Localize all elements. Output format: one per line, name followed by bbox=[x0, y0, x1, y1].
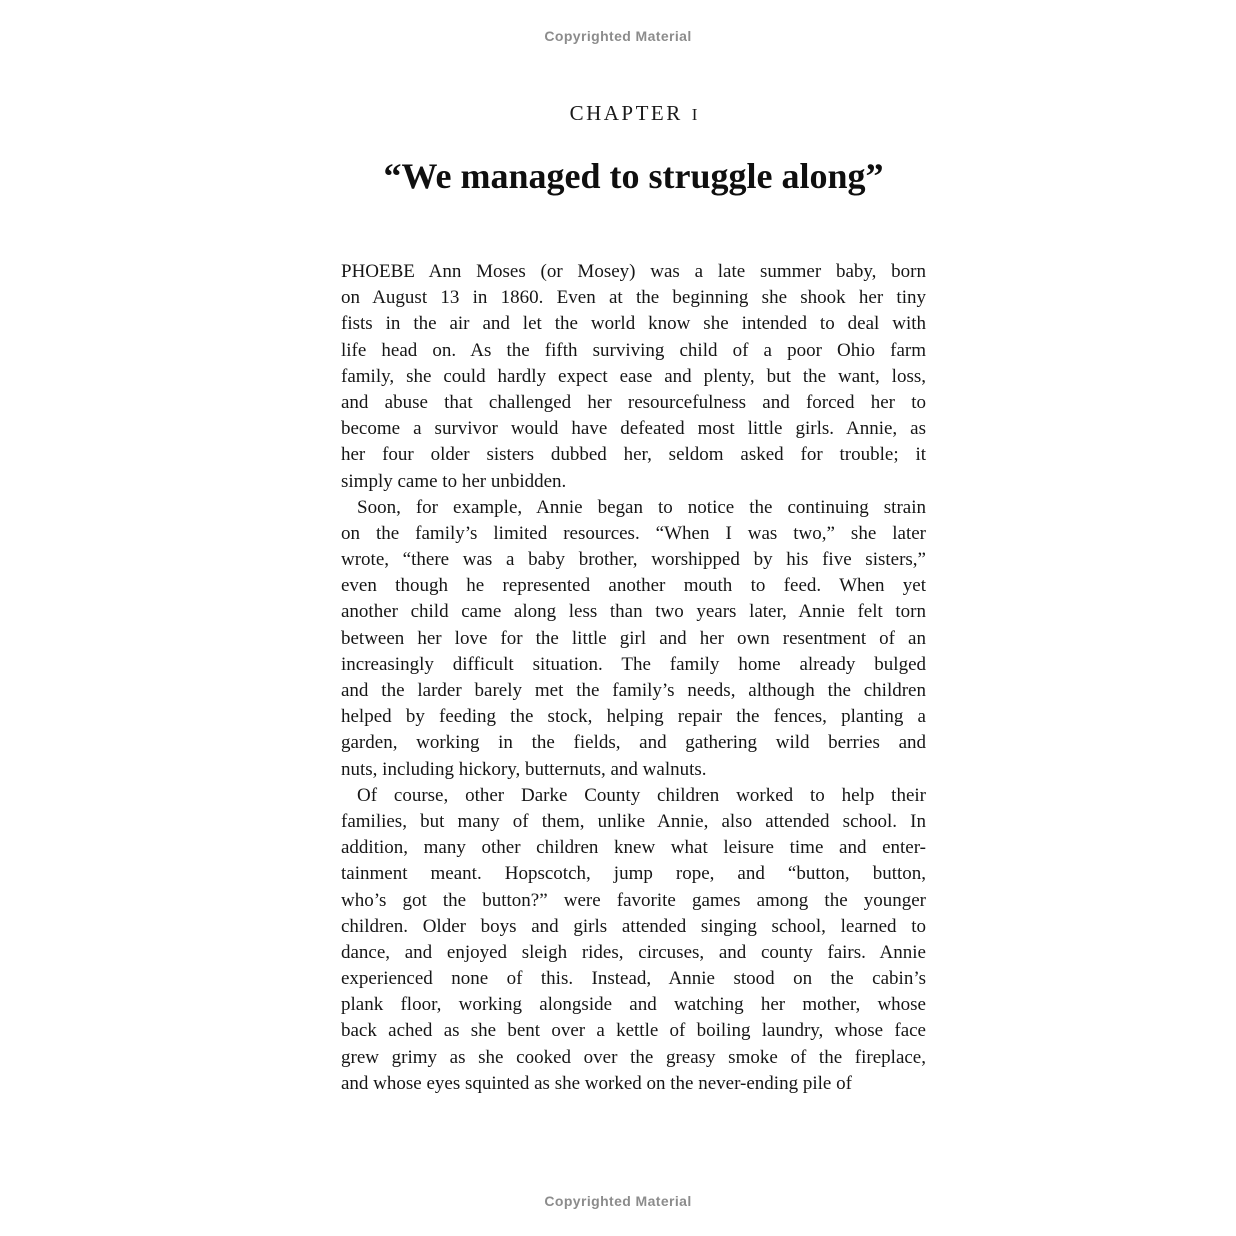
text-line: even though he represented another mouth to feed. When yet bbox=[341, 575, 926, 597]
copyright-notice-top: Copyrighted Material bbox=[544, 28, 692, 44]
paragraph bbox=[341, 259, 926, 495]
text-line: families, but many of them, unlike Annie, also attended school. In bbox=[341, 810, 926, 832]
text-line: Soon, for example, Annie began to notice the continuing strain bbox=[357, 496, 926, 518]
text-line: become a survivor would have defeated most little girls. Annie, as bbox=[341, 418, 926, 440]
text-line: and abuse that challenged her resourcefulness and forced her to bbox=[341, 391, 926, 413]
body-text bbox=[341, 259, 926, 1097]
text-line: grew grimy as she cooked over the greasy smoke of the fireplace, bbox=[341, 1046, 926, 1068]
text-line: wrote, “there was a baby brother, worshipped by his five sisters,” bbox=[341, 549, 926, 571]
text-line: helped by feeding the stock, helping repair the fences, planting a bbox=[341, 706, 926, 728]
paragraph bbox=[341, 495, 926, 783]
text-line: tainment meant. Hopscotch, jump rope, and “button, button, bbox=[341, 863, 926, 885]
text-line: another child came along less than two years later, Annie felt torn bbox=[341, 601, 926, 623]
text-line: on August 13 in 1860. Even at the beginning she shook her tiny bbox=[341, 287, 926, 309]
text-line: fists in the air and let the world know she intended to deal with bbox=[341, 313, 926, 335]
text-line: back ached as she bent over a kettle of boiling laundry, whose face bbox=[341, 1020, 926, 1042]
text-line: her four older sisters dubbed her, seldom asked for trouble; it bbox=[341, 444, 926, 466]
text-line: addition, many other children knew what leisure time and enter- bbox=[341, 837, 926, 859]
text-line: nuts, including hickory, butternuts, and walnuts. bbox=[341, 758, 707, 780]
text-line: on the family’s limited resources. “When I was two,” she later bbox=[341, 522, 926, 544]
chapter-number: I bbox=[691, 105, 698, 124]
text-line: children. Older boys and girls attended singing school, learned to bbox=[341, 915, 926, 937]
text-line: who’s got the button?” were favorite games among the younger bbox=[341, 889, 926, 911]
text-line: and the larder barely met the family’s needs, although the children bbox=[341, 680, 926, 701]
text-line: garden, working in the fields, and gathering wild berries and bbox=[341, 732, 926, 754]
chapter-label: CHAPTER bbox=[569, 101, 683, 125]
text-line: simply came to her unbidden. bbox=[341, 470, 567, 492]
text-line: Of course, other Darke County children worked to help their bbox=[357, 784, 926, 806]
text-line: between her love for the little girl and her own resentment of an bbox=[341, 627, 926, 649]
text-line: life head on. As the fifth surviving child of a poor Ohio farm bbox=[341, 339, 926, 361]
text-line: family, she could hardly expect ease and plenty, but the want, loss, bbox=[341, 365, 926, 387]
text-line: increasingly difficult situation. The family home already bulged bbox=[341, 653, 926, 675]
text-line: PHOEBE Ann Moses (or Mosey) was a late summer baby, born bbox=[341, 261, 926, 282]
text-line: dance, and enjoyed sleigh rides, circuses, and county fairs. Annie bbox=[341, 941, 926, 963]
chapter-title: “We managed to struggle along” bbox=[383, 156, 884, 196]
paragraph bbox=[341, 783, 926, 1097]
copyright-notice-bottom: Copyrighted Material bbox=[544, 1193, 692, 1209]
page-content bbox=[341, 0, 926, 1236]
text-line: and whose eyes squinted as she worked on the never-ending pile of bbox=[341, 1072, 852, 1094]
chapter-heading bbox=[341, 101, 926, 126]
text-line: experienced none of this. Instead, Annie stood on the cabin’s bbox=[341, 968, 926, 990]
text-line: plank floor, working alongside and watching her mother, whose bbox=[341, 994, 926, 1016]
